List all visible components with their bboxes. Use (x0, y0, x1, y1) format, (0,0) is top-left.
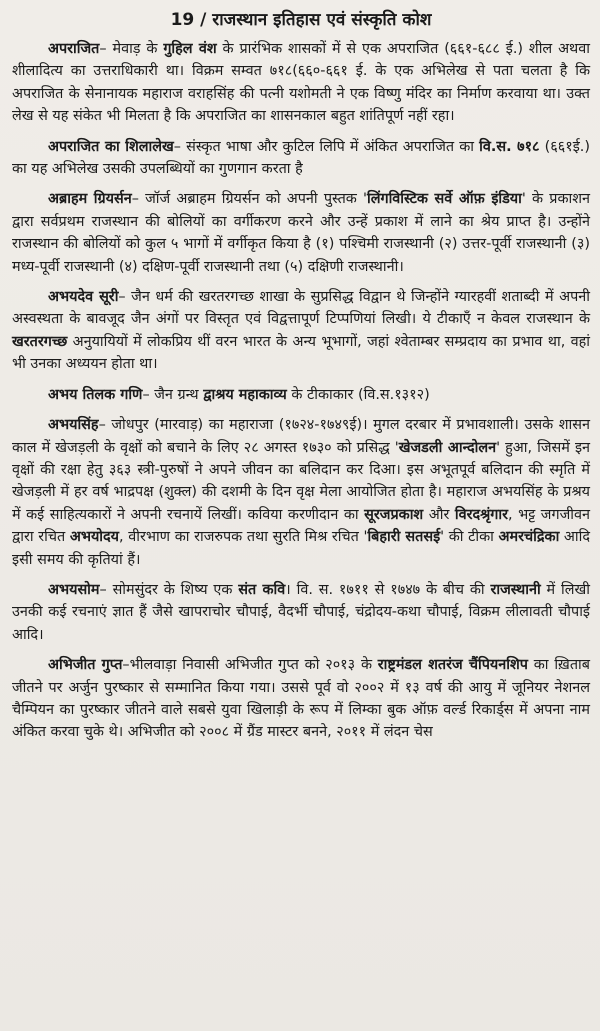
entry-text: , भट्ट जगजीवन द्वारा रचित (12, 506, 590, 546)
dictionary-entry (12, 579, 590, 646)
entry-highlight: राजस्थानी (490, 581, 541, 598)
entry-highlight: खरतरगच्छ (12, 333, 68, 350)
entry-text: में लिखी उनकी कई रचनाएं ज्ञात हैं जैसे खापराचोर चौपाई, वैदर्भी चौपाई, चंद्रोदय-कथा चौपाई, विक्रम लीलावती चौपाई आदि। (12, 581, 590, 643)
dictionary-entry (12, 286, 590, 376)
entry-text: और (423, 506, 455, 523)
dictionary-entry (12, 38, 590, 128)
dictionary-entry (12, 414, 590, 571)
entry-text: – जैन ग्रन्थ (142, 386, 204, 403)
dictionary-entry (12, 136, 590, 181)
entry-text: के प्रारंभिक शासकों में से एक अपराजित (६६१-६८८ ई.) शील अथवा शीलादित्य का उत्तराधिकारी था। विक्रम सम्वत ७१८(६६०-६६१ ई. के एक अभिलेख से पता चलता है कि अपराजित के सेनानायक महाराज वराहसिंह की पत्नी यशोमती ने एक विष्णु मंदिर का निर्माण करवाया था। उक्त लेख से यह संकेत भी मिलता है कि अपराजित का शासनकाल बहुत शांतिपूर्ण नहीं रहा। (12, 41, 590, 125)
entry-text: – संस्कृत भाषा और कुटिल लिपि में अंकित अपराजित का (173, 138, 480, 155)
entry-highlight: लिंगविस्टिक सर्वे ऑफ़ इंडिया (366, 191, 522, 208)
entry-term: अभयसोम (48, 581, 100, 598)
entry-highlight: बिहारी सतसई (367, 529, 441, 546)
entry-text: –भीलवाड़ा निवासी अभिजीत गुप्त को २०१३ के (122, 657, 378, 674)
entry-text: – सोमसुंदर के शिष्य एक (99, 581, 239, 598)
entry-text: ' की टीका (440, 529, 499, 546)
entry-highlight: खेजडली आन्दोलन (398, 439, 497, 456)
entry-term: अभय तिलक गणि (48, 386, 143, 403)
entry-highlight: अमरचंद्रिका (498, 529, 560, 546)
entry-highlight: राष्ट्रमंडल शतरंज चैंपियनशिप (377, 657, 528, 674)
entry-text: – मेवाड़ के (99, 41, 164, 57)
entry-text: ' हुआ, जिसमें इन वृक्षों की रक्षा हेतु ३६३ स्त्री-पुरुषों ने अपने जीवन का बलिदान कर दिआ। इस अभूतपूर्व बलिदान की स्मृति में खेजड़ली में हर वर्ष भाद्रपक्ष (शुक्ल) की दशमी के दिन वृक्ष मेला आयोजित होता है। महाराज अभयसिंह के प्रश्रय में कई साहित्यकारों ने अपनी रचनायें लिखीं। कविया करणीदान का (12, 439, 590, 523)
page-header: 19 / राजस्थान इतिहास एवं संस्कृति कोश (170, 10, 432, 30)
entry-text: का ख़िताब जीतने पर अर्जुन पुरष्कार से सम्मानित किया गया। उससे पूर्व वो २००२ में १३ वर्ष की आयु में जूनियर नेशनल चैम्पियन का पुरष्कार जीतने वाले सबसे युवा खिलाड़ी के रूप में लिम्का बुक ऑफ़ वर्ल्ड रिकार्ड्स में अपना नाम अंकित करवा चुके थे। अभिजीत को २००८ में ग्रैंड मास्टर बनने, २०११ में लंदन चेस (12, 657, 590, 741)
dictionary-entry (12, 654, 590, 744)
entry-term: अपराजित का शिलालेख (48, 138, 174, 155)
dictionary-entry (12, 384, 590, 406)
entry-highlight: सूरजप्रकाश (364, 506, 424, 523)
entry-term: अभिजीत गुप्त (48, 657, 123, 674)
entry-highlight: अभयोदय (69, 529, 120, 546)
entry-text: अनुयायियों में लोकप्रिय थीं वरन भारत के अन्य भूभागों, जहां श्वेताम्बर सम्प्रदाय का प्रभाव था, वहां भी उनका अध्ययन होता था। (12, 333, 590, 373)
entry-text: , वीरभाण का राजरुपक तथा सुरति मिश्र रचित ' (119, 529, 368, 546)
entry-term: अपराजित (48, 41, 100, 57)
entry-term: अभयदेव सूरी (48, 289, 119, 306)
entry-highlight: द्वाश्रय महाकाव्य (203, 386, 287, 403)
entry-text: आदि इसी समय की कृतियां हैं। (12, 529, 591, 568)
entry-text: के टीकाकार (वि.स.१३१२) (286, 386, 430, 403)
entry-highlight: संत कवि (238, 581, 286, 598)
entry-highlight: गुहिल वंश (163, 41, 217, 57)
entry-text: – जोधपुर (मारवाड़) का महाराजा (१७२४-१७४९ई)। मुगल दरबार में प्रभावशाली। उसके शासन काल में खेजड़ली के वृक्षों को बचाने के लिए २८ अगस्त १७३० को प्रसिद्ध ' (12, 417, 590, 456)
entry-text: – जॉर्ज अब्राहम ग्रियर्सन को अपनी पुस्तक ' (131, 191, 367, 208)
entry-term: अभयसिंह (48, 417, 99, 434)
entry-text: ' के प्रकाशन द्वारा सर्वप्रथम राजस्थान की बोलियों का वर्गीकरण करने और उन्हें प्रकाश में लाने का श्रेय प्राप्त है। उन्होंने राजस्थान की बोलियों को कुल ५ भागों में वर्गीकृत किया है (१) पश्चिमी राजस्थानी (२) उत्तर-पूर्वी राजस्थानी (३) मध्य-पूर्वी राजस्थानी (४) दक्षिण-पूर्वी राजस्थानी तथा (५) दक्षिणी राजस्थानी। (12, 191, 590, 275)
entries-list (12, 38, 590, 744)
entry-text: – जैन धर्म की खरतरगच्छ शाखा के सुप्रसिद्ध विद्वान थे जिन्होंने ग्यारहवीं शताब्दी में अपनी अस्वस्थता के बावजूद जैन अंगों पर विस्तृत एवं विद्वत्तापूर्ण टिप्पणियां लिखी। ये टीकाएँ न केवल राजस्थान के (12, 289, 590, 328)
entry-text: । वि. स. १७११ से १७४७ के बीच की (285, 581, 491, 598)
entry-highlight: विरदश्रृंगार (454, 506, 509, 523)
entry-text: (६६१ई.) का यह अभिलेख उसकी उपलब्धियों का गुणगान करता है (12, 138, 590, 178)
entry-term: अब्राहम ग्रियर्सन (48, 191, 132, 208)
entry-highlight: वि.स. ७१८ (479, 138, 540, 155)
dictionary-entry (12, 188, 590, 278)
